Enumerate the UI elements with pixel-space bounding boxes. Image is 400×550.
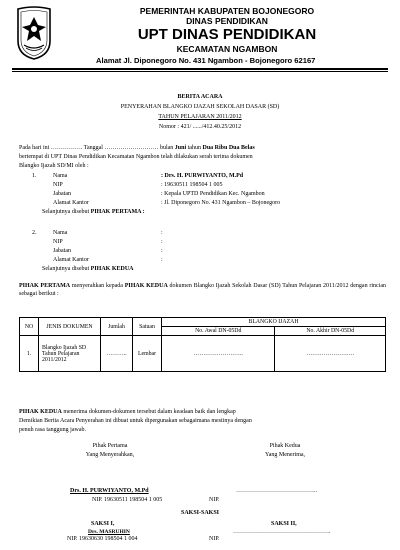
saksi1-nip: NIP. 19630630 198504 1 004 [67,536,138,542]
para1-pihak-pertama: PIHAK PERTAMA [19,283,71,289]
sig-left-role: Pihak Pertama [92,443,128,449]
party2-value-alamat: : [161,257,163,263]
party2-label-jabatan: Jabatan [53,248,71,254]
intro-text-c: tahun [186,145,203,151]
para1-text-b: menyerahkan kepada [70,283,125,289]
header-jumlah: Jumlah [101,318,133,336]
party2-number: 2. [32,230,37,236]
para2-text-b: menerima dokumen-dokumen tersebut dalam keadaan baik dan lengkap [61,409,236,415]
sig-left-name: Drs. H. PURWIYANTO, M.Pd [70,488,149,494]
sig-left-role2: Yang Menyerahkan, [85,452,135,458]
party1-label-alamat: Alamat Kantor [53,200,89,206]
party2-label-alamat: Alamat Kantor [53,257,89,263]
sig-right-role2: Yang Menerima, [264,452,306,458]
cell-satuan: Lembar [133,336,162,372]
sig-right-name: ………………………………….. [236,488,317,494]
party1-pihak-pertama: PIHAK PERTAMA : [90,209,145,215]
header-jenis: JENIS DOKUMEN [39,318,101,336]
party1-value-jabatan: : Kepala UPTD Pendidikan Kec. Ngambon [161,191,265,197]
para1-text-d: dokumen Blangko Ijazah Sekolah Dasar (SD) Tahun Pelajaran 2011/2012 dengan rincian sebagai berikut : [19,283,386,297]
party2-value-jabatan: : [161,248,163,254]
cell-akhir: ……………………. [275,336,386,372]
party2-label-nama: Nama [53,230,68,236]
party1-value-nip: : 19630511 198504 1 005 [161,182,223,188]
header-address: Alamat Jl. Diponegoro No. 431 Ngambon - Bojonegoro 62167 [96,56,316,65]
party2-value-nama: : [161,230,163,236]
party1-next-text: Selanjutnya disebut [42,209,91,215]
header-divider [12,68,388,72]
para1-pihak-kedua: PIHAK KEDUA [124,283,168,289]
intro-line2: bertempat di UPT Dinas Pendidikan Kecamatan Ngambon telah dilakukan serah terima dokumen [19,154,253,160]
sig-right-nip: NIP. [209,497,220,503]
intro-text-a: Pada hari ini ……………. Tanggal ……………………… bulan [19,145,175,151]
party2-pihak-kedua: PIHAK KEDUA [90,266,134,272]
cell-awal: …………………….. [162,336,275,372]
title-nomor: Nomor : 421/ ....../412.40.25/2012 [158,124,242,130]
header-akhir: No. Akhir DN-05Dd [275,327,386,336]
receipt-line3: penuh rasa tanggung jawab. [19,427,86,433]
saksi2-label: SAKSI II, [271,521,297,527]
sig-right-role: Pihak Kedua [269,443,301,449]
party1-number: 1. [32,173,37,179]
party1-label-jabatan: Jabatan [53,191,71,197]
header-no: NO [20,318,39,336]
cell-no: 1. [20,336,39,372]
header-line2: DINAS PENDIDIKAN [186,16,268,26]
party2-label-nip: NIP [53,239,63,245]
cell-jumlah: ……….. [101,336,133,372]
title-penyerahan: PENYERAHAN BLANGKO IJAZAH SEKOLAH DASAR (SD) [120,104,280,110]
saksi-heading: SAKSI-SAKSI [180,510,219,516]
header-line4: KECAMATAN NGAMBON [176,44,278,54]
document-table [19,317,386,372]
party2-next-text: Selanjutnya disebut [42,266,91,272]
sig-left-nip: NIP. 19630511 198504 1 005 [92,497,163,503]
saksi1-name: Drs. MASRUHIN [88,529,130,535]
party1-value-nama: : Drs. H. PURWIYANTO, M.Pd [161,173,244,179]
title-tahun: TAHUN PELAJARAN 2011/2012 [158,114,242,120]
receipt-line1 [19,408,236,416]
intro-month: Juni [174,145,187,151]
header-blangko: BLANGKO IJAZAH [162,318,386,327]
cell-jenis: Blangko Ijazah SD Tahun Pelajaran 2011/2012 [39,336,101,372]
receipt-line2: Demikian Berita Acara Penyerahan ini dibuat untuk dipergunakan sebagaimana mestinya dengan [19,418,252,424]
party2-next [42,265,134,273]
para2-pihak-kedua: PIHAK KEDUA [19,409,62,415]
party1-next [42,208,145,216]
title-berita-acara: BERITA ACARA [177,94,223,100]
intro-year: Dua Ribu Dua Belas [202,145,255,151]
header-awal: No. Awal DN-05Dd [162,327,275,336]
party1-label-nip: NIP [53,182,63,188]
saksi2-nip: NIP. [209,536,220,542]
handover-paragraph [19,282,386,298]
header-line3: UPT DINAS PENDIDIKAN [137,26,317,43]
table-row [20,336,386,372]
intro-line3: Blangko Ijazah SD/MI oleh : [19,163,89,169]
saksi1-label: SAKSI I, [91,521,115,527]
saksi2-name: …………………………………………. [233,529,331,535]
intro-line1 [19,144,255,152]
header-satuan: Satuan [133,318,162,336]
party1-label-nama: Nama [53,173,68,179]
regency-logo [14,5,54,61]
party2-value-nip: : [161,239,163,245]
party1-value-alamat: : Jl. Diponegoro No. 431 Ngambon – Bojonegoro [161,200,281,206]
header-line1: PEMERINTAH KABUPATEN BOJONEGORO [139,6,315,16]
table-header-row [20,318,386,327]
